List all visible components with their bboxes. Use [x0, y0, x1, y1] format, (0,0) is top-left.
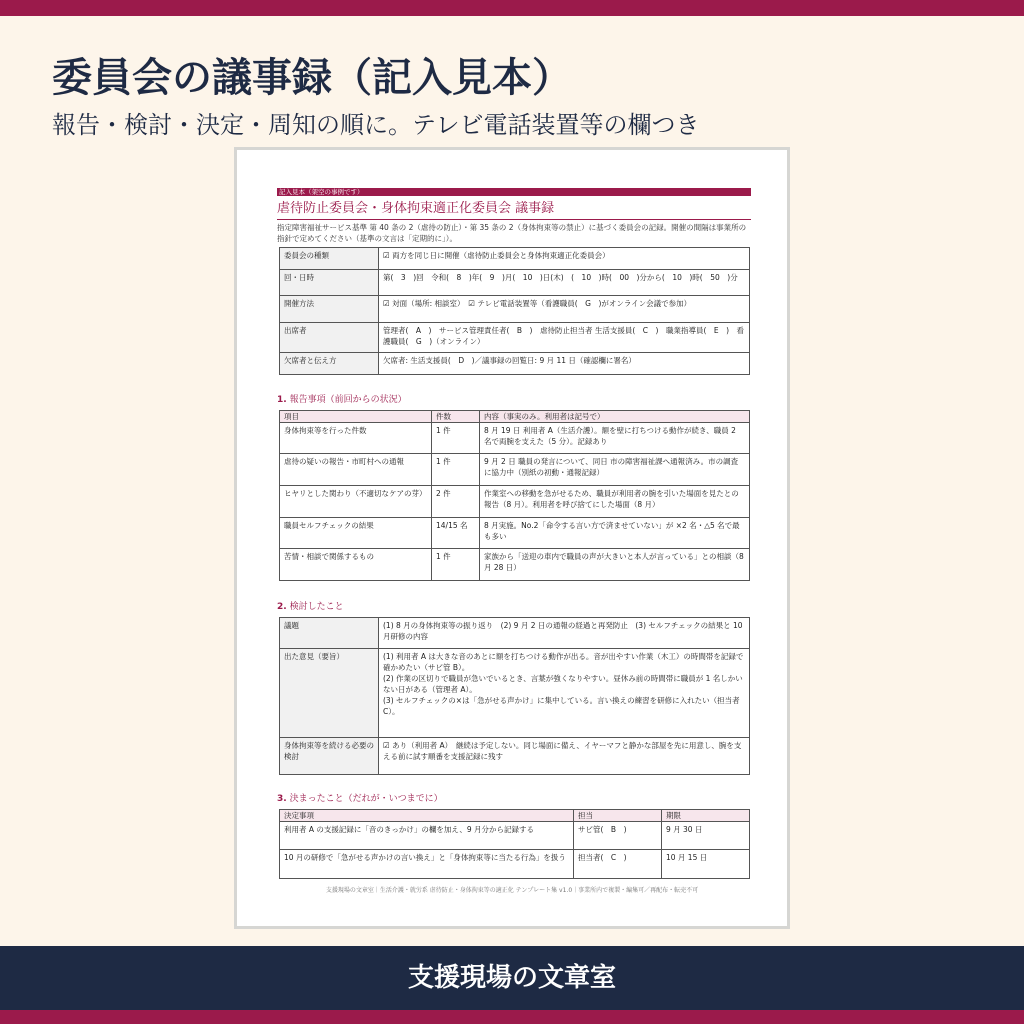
info-value: ☑ 両方を同じ日に開催（虐待防止委員会と身体拘束適正化委員会）	[379, 248, 750, 270]
section-title: 検討したこと	[289, 602, 344, 612]
discussion-table	[279, 617, 750, 775]
page-subtitle: 報告・検討・決定・周知の順に。テレビ電話装置等の欄つき	[52, 111, 700, 139]
table-row	[280, 518, 750, 549]
sample-tag: 記入見本（架空の事例です）	[277, 188, 751, 196]
report-content: 家族から「送迎の車内で職員の声が大きいと本人が言っている」との相談（8 月 28 日）	[480, 549, 750, 581]
opinion-item: (3) セルフチェックの×は「急がせる声かけ」に集中している。言い換えの練習を研修に入れたい（担当者 C）。	[383, 696, 740, 716]
report-item: 虐待の疑いの報告・市町村への通報	[280, 454, 432, 486]
decision-item: 利用者 A の支援記録に「音のきっかけ」の欄を加え、9 月分から記録する	[280, 822, 574, 850]
opinion-item: (2) 作業の区切りで職員が急いでいるとき、言葉が強くなりやすい。昼休み前の時間帯に職員が 1 名しかいない日がある（管理者 A）。	[383, 674, 743, 694]
section-3-heading	[277, 793, 443, 805]
info-row	[280, 270, 750, 296]
report-content: 9 月 2 日 職員の発言について、同日 市の障害福祉課へ通報済み。市の調査に協力中（別紙の初動・通報記録）	[480, 454, 750, 486]
report-count: 14/15 名	[432, 518, 480, 549]
column-header: 決定事項	[280, 810, 574, 822]
table-row	[280, 618, 750, 649]
report-table	[279, 410, 750, 581]
discussion-label: 議題	[280, 618, 379, 649]
column-header: 内容（事実のみ。利用者は記号で）	[480, 411, 750, 423]
brand-name: 支援現場の文章室	[407, 963, 616, 993]
info-value: ☑ 対面（場所: 相談室） ☑ テレビ電話装置等（看護職員( G )がオンライン会議で参加）	[379, 296, 750, 323]
report-item: ヒヤリとした関わり（不適切なケアの芽）	[280, 486, 432, 518]
section-title: 決まったこと（だれが・いつまでに）	[289, 794, 443, 804]
table-header-row	[280, 411, 750, 423]
report-item: 苦情・相談で関係するもの	[280, 549, 432, 581]
document-footer: 支援現場の文章室｜生活介護・就労系 虐待防止・身体拘束等の適正化 テンプレート集 v1.0｜事業所内で複製・編集可／再配布・転売不可	[325, 887, 699, 894]
info-value: 欠席者: 生活支援員( D )／議事録の回覧日: 9 月 11 日（確認欄に署名）	[379, 353, 750, 375]
decision-deadline: 10 月 15 日	[662, 850, 750, 879]
report-count: 1 件	[432, 454, 480, 486]
table-row	[280, 454, 750, 486]
report-count: 1 件	[432, 549, 480, 581]
info-label: 欠席者と伝え方	[280, 353, 379, 375]
report-count: 2 件	[432, 486, 480, 518]
info-row	[280, 353, 750, 375]
table-row	[280, 822, 750, 850]
info-label: 開催方法	[280, 296, 379, 323]
column-header: 期限	[662, 810, 750, 822]
report-content: 8 月実施。No.2「命令する言い方で済ませていない」が ×2 名・△5 名で最も多い	[480, 518, 750, 549]
bottom-accent-strip	[0, 1010, 1024, 1024]
brand-band	[0, 946, 1024, 1010]
document-sheet	[237, 150, 787, 926]
meeting-info-table	[279, 247, 750, 375]
discussion-text: (1) 8 月の身体拘束等の振り返り (2) 9 月 2 日の通報の経過と再発防止 (3) セルフチェックの結果と 10 月研修の内容	[379, 618, 750, 649]
section-number: 1.	[277, 395, 287, 405]
page-title: 委員会の議事録（記入見本）	[52, 55, 572, 101]
column-header: 件数	[432, 411, 480, 423]
info-row	[280, 296, 750, 323]
info-row	[280, 323, 750, 353]
discussion-text: ☑ あり（利用者 A） 継続は予定しない。同じ場面に備え、イヤーマフと静かな部屋を先に用意し、腕を支える前に試す順番を支援記録に残す	[379, 738, 750, 775]
table-row	[280, 649, 750, 738]
opinion-item: (1) 利用者 A は大きな音のあとに額を打ちつける動作が出る。音が出やすい作業（木工）の時間帯を記録で確かめたい（サビ管 B）。	[383, 652, 744, 672]
table-header-row	[280, 810, 750, 822]
decision-item: 10 月の研修で「急がせる声かけの言い換え」と「身体拘束等に当たる行為」を扱う	[280, 850, 574, 879]
decision-owner: 担当者( C )	[574, 850, 662, 879]
top-accent-band	[0, 0, 1024, 16]
table-row	[280, 423, 750, 454]
info-label: 出席者	[280, 323, 379, 353]
table-row	[280, 486, 750, 518]
column-header: 項目	[280, 411, 432, 423]
table-row	[280, 738, 750, 775]
document-title: 虐待防止委員会・身体拘束適正化委員会 議事録	[277, 200, 751, 220]
report-item: 身体拘束等を行った件数	[280, 423, 432, 454]
table-row	[280, 549, 750, 581]
section-number: 3.	[277, 794, 287, 804]
info-value: 第( 3 )回 令和( 8 )年( 9 )月( 10 )日(木) ( 10 )時( 00 )分から( 10 )時( 50 )分	[379, 270, 750, 296]
report-content: 8 月 19 日 利用者 A（生活介護）。額を壁に打ちつける動作が続き、職員 2 名で両腕を支えた（5 分）。記録あり	[480, 423, 750, 454]
decisions-table	[279, 809, 750, 879]
decision-owner: サビ管( B )	[574, 822, 662, 850]
decision-deadline: 9 月 30 日	[662, 822, 750, 850]
section-number: 2.	[277, 602, 287, 612]
table-row	[280, 850, 750, 879]
discussion-label: 身体拘束等を続ける必要の検討	[280, 738, 379, 775]
section-2-heading	[277, 601, 344, 613]
document-intro: 指定障害福祉サービス基準 第 40 条の 2（虐待の防止）・第 35 条の 2（身体拘束等の禁止）に基づく委員会の記録。開催の間隔は事業所の指針で定めてください（基準の文言は「定期的に」）。	[277, 223, 747, 243]
section-1-heading	[277, 394, 407, 406]
document-preview-frame	[234, 147, 790, 929]
info-value: 管理者( A ) サービス管理責任者( B ) 虐待防止担当者 生活支援員( C ) 職業指導員( E ) 看護職員( G )（オンライン）	[379, 323, 750, 353]
column-header: 担当	[574, 810, 662, 822]
report-item: 職員セルフチェックの結果	[280, 518, 432, 549]
report-count: 1 件	[432, 423, 480, 454]
discussion-opinions	[379, 649, 750, 738]
info-label: 回・日時	[280, 270, 379, 296]
info-row	[280, 248, 750, 270]
report-content: 作業室への移動を急がせるため、職員が利用者の腕を引いた場面を見たとの報告（8 月）。利用者を呼び捨てにした場面（8 月）	[480, 486, 750, 518]
discussion-label: 出た意見（要旨）	[280, 649, 379, 738]
section-title: 報告事項（前回からの状況）	[289, 395, 407, 405]
info-label: 委員会の種類	[280, 248, 379, 270]
